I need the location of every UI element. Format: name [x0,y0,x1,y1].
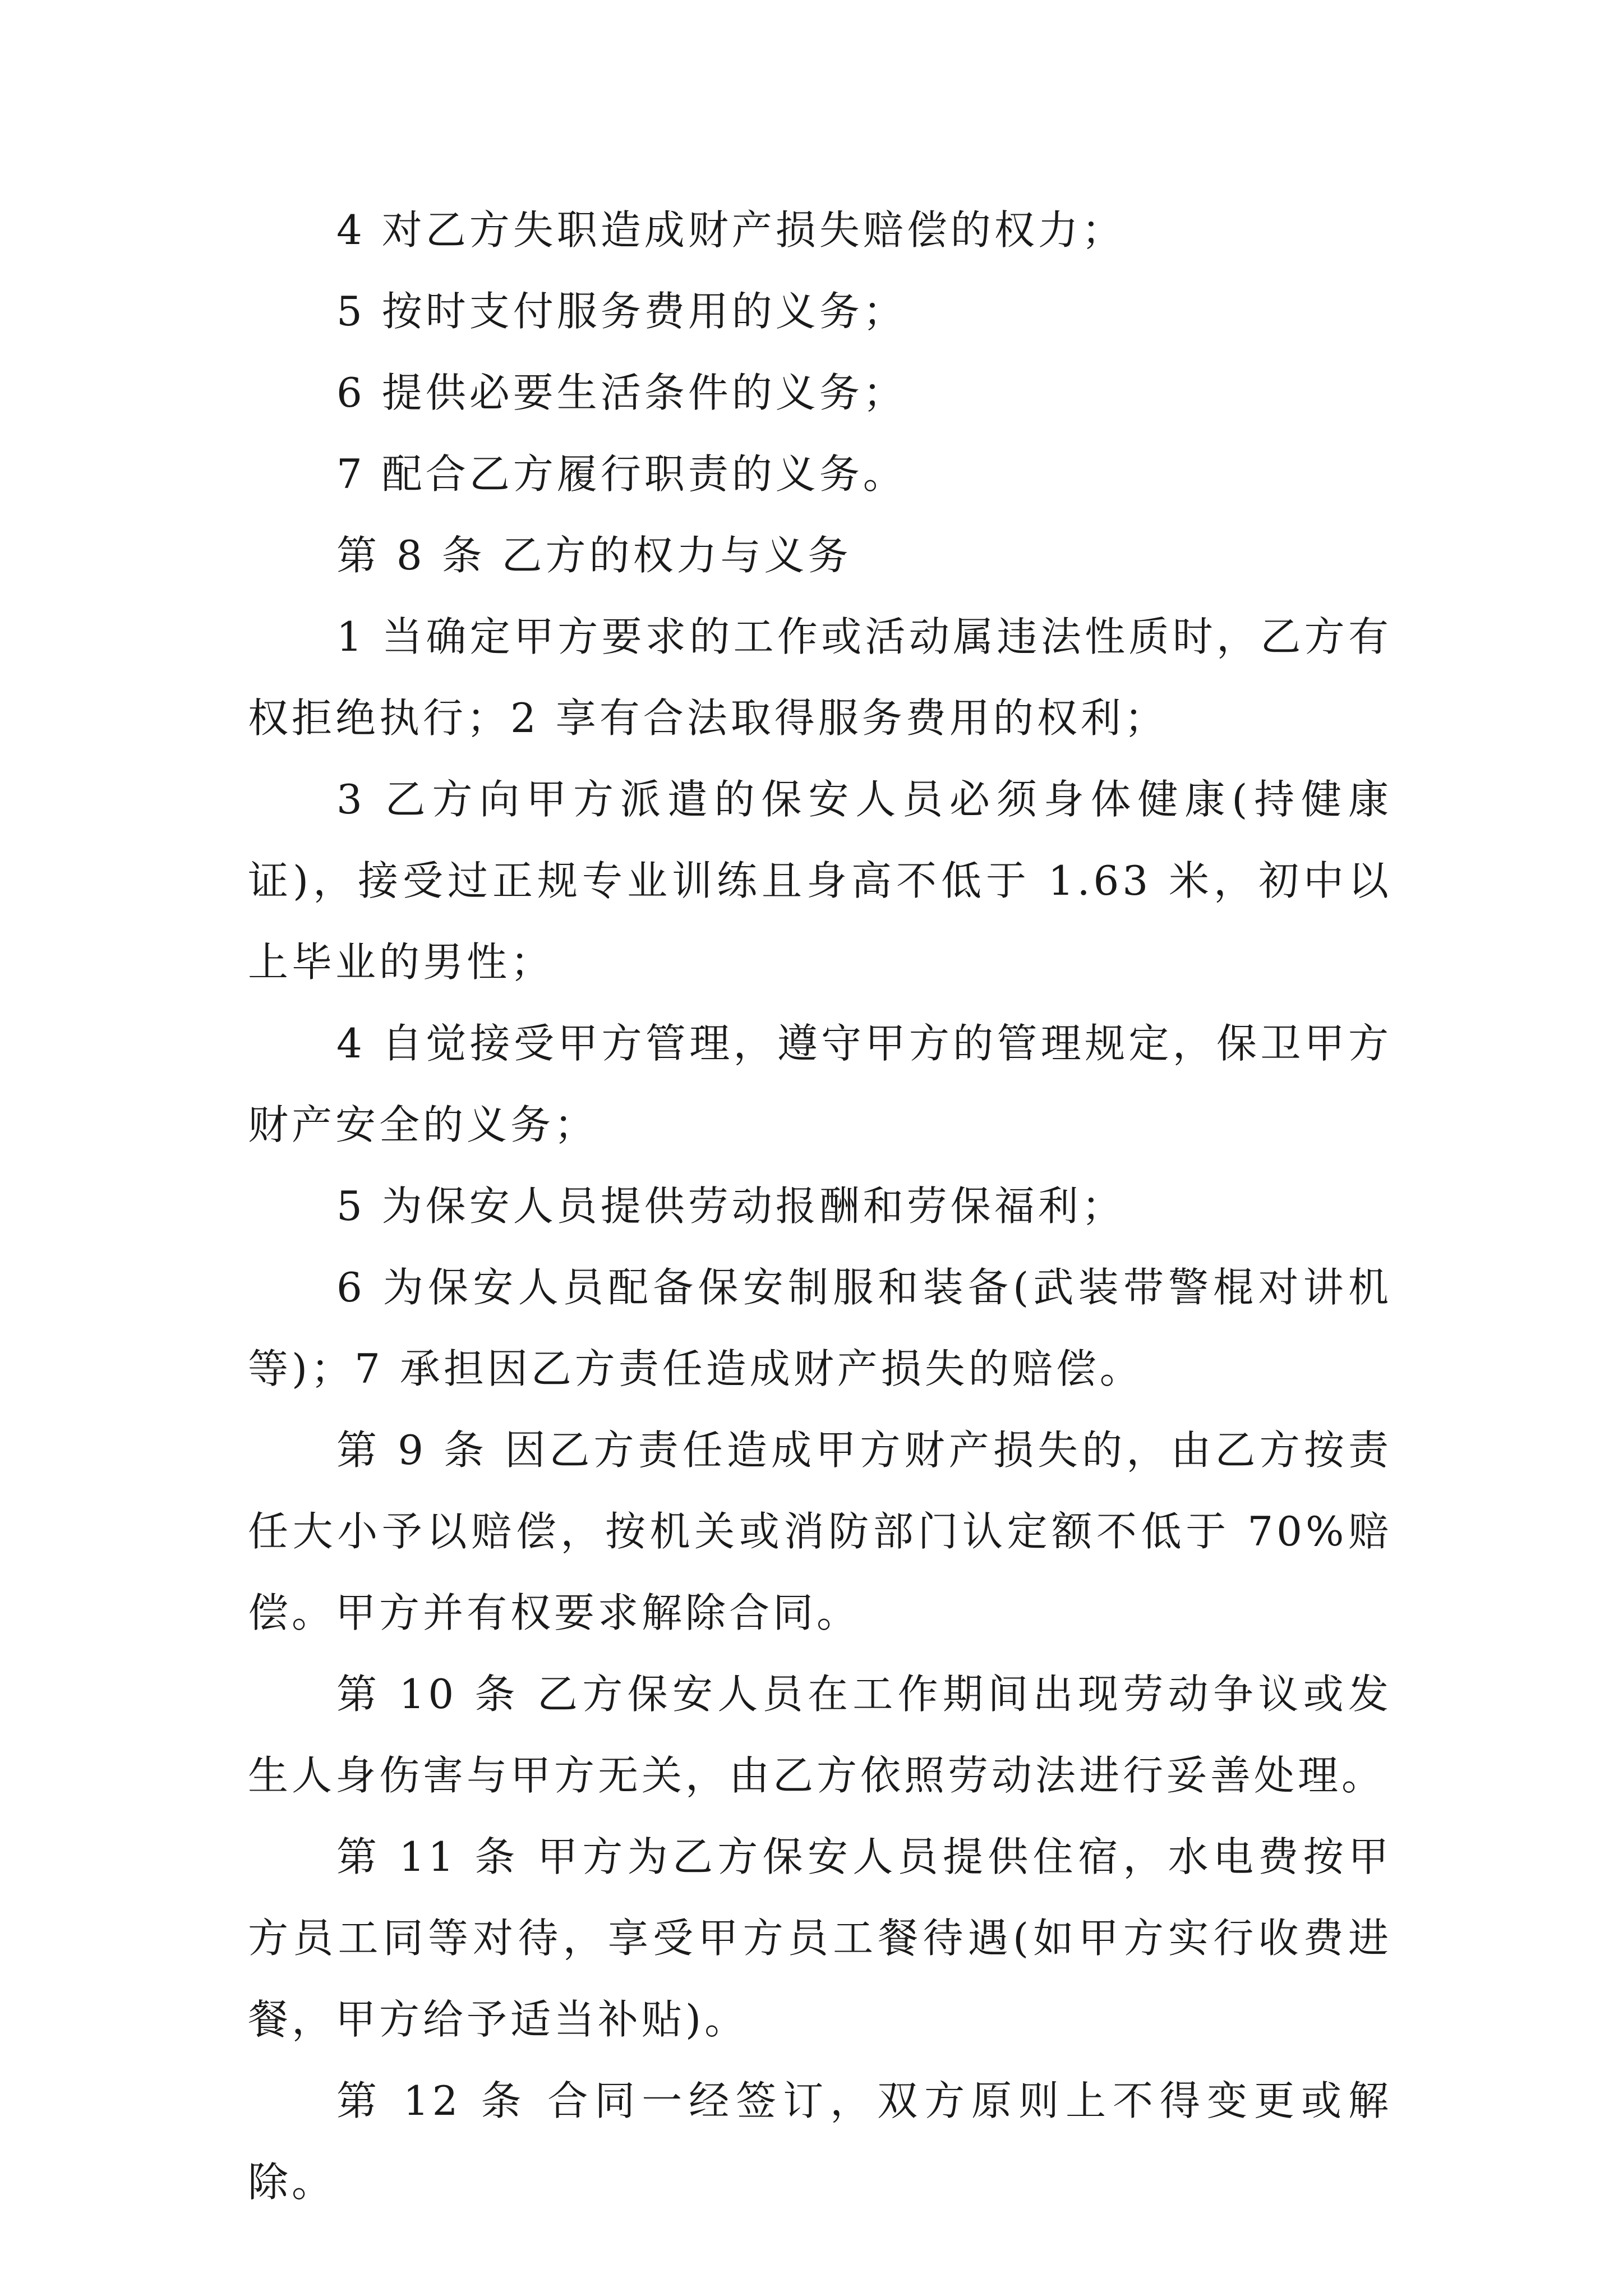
paragraph-obligation-7: 7 配合乙方履行职责的义务。 [336,450,907,498]
article-8-item-1-2: 1 当确定甲方要求的工作或活动属违法性质时，乙方有权拒绝执行；2 享有合法取得服务费用的权利； [248,613,1392,742]
article-8-item-6-7: 6 为保安人员配备保安制服和装备(武装带警棍对讲机等)；7 承担因乙方责任造成财产损失的赔偿。 [248,1264,1392,1392]
article-11: 第 11 条 甲方为乙方保安人员提供住宿，水电费按甲方员工同等对待，享受甲方员工餐待遇(如甲方实行收费进餐，甲方给予适当补贴)。 [248,1833,1392,2043]
article-8-item-3: 3 乙方向甲方派遣的保安人员必须身体健康(持健康证)，接受过正规专业训练且身高不低于 1.63 米，初中以上毕业的男性； [248,776,1392,986]
paragraph-obligation-6: 6 提供必要生活条件的义务； [336,369,907,416]
article-8-item-4: 4 自觉接受甲方管理，遵守甲方的管理规定，保卫甲方财产安全的义务； [248,1020,1392,1148]
article-9: 第 9 条 因乙方责任造成甲方财产损失的，由乙方按责任大小予以赔偿，按机关或消防部门认定额不低于 70%赔偿。甲方并有权要求解除合同。 [248,1427,1392,1636]
paragraph-obligation-5: 5 按时支付服务费用的义务； [336,288,907,335]
article-10: 第 10 条 乙方保安人员在工作期间出现劳动争议或发生人身伤害与甲方无关，由乙方依照劳动法进行妥善处理。 [248,1671,1392,1799]
paragraph-obligation-4: 4 对乙方失职造成财产损失赔偿的权力； [336,206,1126,254]
article-8-item-5: 5 为保安人员提供劳动报酬和劳保福利； [336,1182,1126,1230]
document-body [248,190,1392,2223]
article-12: 第 12 条 合同一经签订，双方原则上不得变更或解除。 [248,2077,1392,2206]
article-8-heading: 第 8 条 乙方的权力与义务 [336,532,852,579]
